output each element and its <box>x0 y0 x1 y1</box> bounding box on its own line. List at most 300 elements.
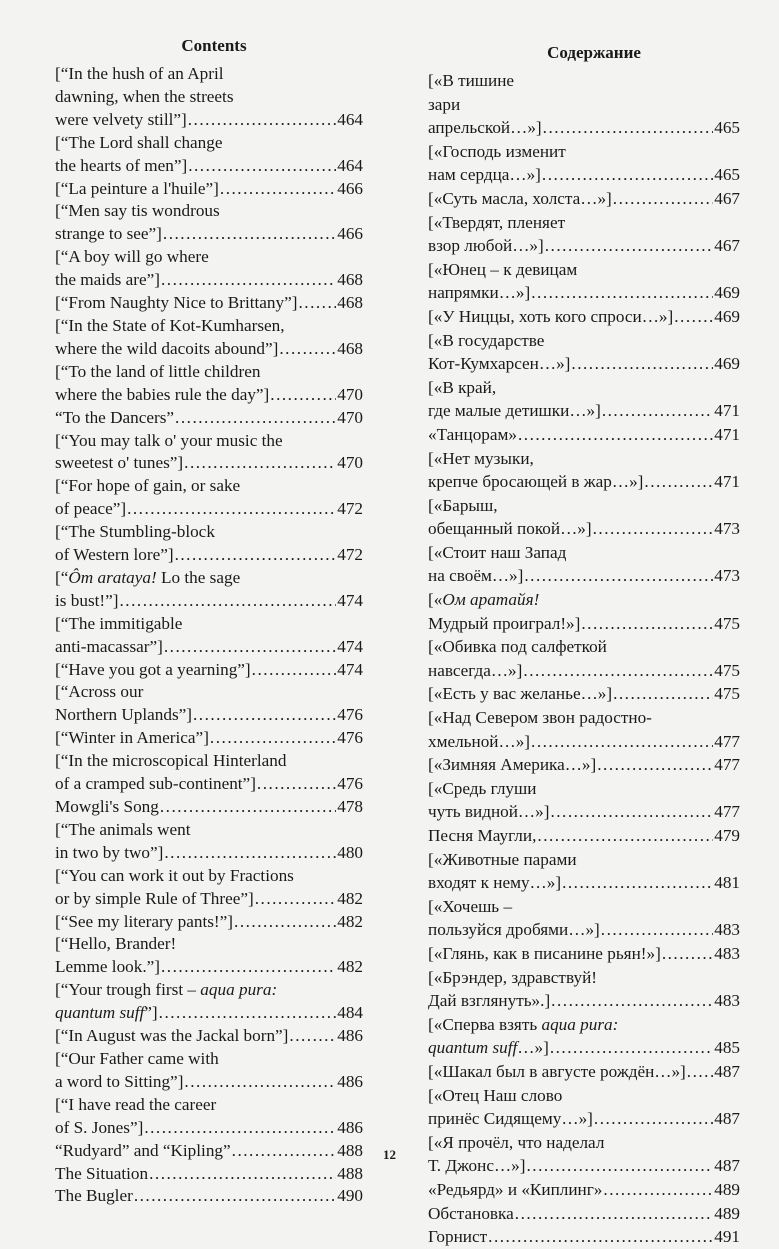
toc-entry-page-number: 473 <box>714 519 740 539</box>
toc-entry-last-line <box>55 956 363 979</box>
toc-entry-title-line: [“You may talk o' your music the <box>55 430 283 450</box>
dot-leader <box>164 842 336 865</box>
toc-entry-page-number: 466 <box>337 178 363 198</box>
dot-leader <box>602 399 713 423</box>
toc-entry-last-line <box>55 155 363 178</box>
toc-entry-page-number: 477 <box>714 802 740 822</box>
toc-entry-title: апрельской…»] <box>428 118 542 138</box>
toc-entry-last-line <box>55 773 363 796</box>
dot-leader <box>255 888 337 911</box>
toc-entry-last-line <box>428 612 740 636</box>
toc-entry-title: пользуйся дробями…»] <box>428 920 600 940</box>
toc-entry <box>55 819 363 865</box>
toc-entry <box>428 69 740 140</box>
toc-entry-title: or by simple Rule of Three”] <box>55 888 254 908</box>
toc-entry-last-line <box>55 1002 363 1025</box>
toc-entry-title: a word to Sitting”] <box>55 1071 184 1091</box>
show-through-text <box>368 60 423 82</box>
toc-entry-page-number: 464 <box>337 155 363 175</box>
toc-entry-title: sweetest o' tunes”] <box>55 453 184 473</box>
toc-entry <box>428 1060 740 1084</box>
toc-entry-title: [«У Ниццы, хоть кого спроси…»] <box>428 306 674 326</box>
toc-entry <box>428 777 740 824</box>
toc-entry <box>55 659 363 682</box>
toc-entry <box>428 329 740 376</box>
toc-entry-page-number: 470 <box>337 384 363 404</box>
toc-entry-last-line <box>428 234 740 258</box>
toc-entry <box>428 1225 740 1249</box>
toc-entry-title: is bust!”] <box>55 590 119 610</box>
toc-entry-last-line <box>428 730 740 754</box>
toc-entry-page-number: 477 <box>714 731 740 751</box>
toc-entry-title: where the wild dacoits abound”] <box>55 338 279 358</box>
toc-entry-title: Т. Джонс…»] <box>428 1156 526 1176</box>
dot-leader <box>234 911 336 934</box>
toc-entry-title: of peace”] <box>55 499 127 519</box>
toc-entry-page-number: 466 <box>337 224 363 244</box>
toc-entry-page-number: 475 <box>714 660 740 680</box>
toc-entry-title: anti-macassar”] <box>55 636 163 656</box>
toc-entry-last-line <box>428 989 740 1013</box>
dot-leader <box>184 452 336 475</box>
toc-entry-title-line: [«Господь изменит <box>428 141 566 161</box>
dot-leader <box>581 612 713 636</box>
dot-leader <box>644 470 713 494</box>
toc-entry-page-number: 465 <box>714 118 740 138</box>
toc-entry-last-line <box>55 1025 363 1048</box>
dot-leader <box>542 163 713 187</box>
toc-entry-title: Песня Маугли, <box>428 826 537 845</box>
toc-entry-title: Мудрый проиграл!»] <box>428 613 581 633</box>
toc-entry <box>428 753 740 777</box>
dot-leader <box>160 796 336 819</box>
toc-entry-last-line <box>428 1178 740 1202</box>
toc-entry-last-line <box>55 1071 363 1094</box>
toc-entry-page-number: 482 <box>337 957 363 977</box>
toc-entry-title: of a cramped sub-continent”] <box>55 774 256 794</box>
toc-entry-page-number: 476 <box>337 774 363 794</box>
toc-entry-title-line: [«В государстве <box>428 330 545 350</box>
toc-entry-page-number: 490 <box>337 1186 363 1206</box>
toc-entry-title: крепче бросающей в жар…»] <box>428 472 644 492</box>
toc-entry <box>55 979 363 1025</box>
toc-entry <box>55 750 363 796</box>
dot-leader <box>134 1185 336 1208</box>
toc-entry-title: [“La peinture a l'huile”] <box>55 178 219 198</box>
toc-entry <box>428 447 740 494</box>
toc-entry-title-line: [«Стоит наш Запад <box>428 542 567 562</box>
toc-entry-title: quantum suff”] <box>55 1003 158 1023</box>
toc-entry-title: Mowgli's Song <box>55 797 159 816</box>
toc-entry-title: “Rudyard” and “Kipling” <box>55 1140 231 1160</box>
dot-leader <box>120 590 337 613</box>
dot-leader <box>523 659 713 683</box>
toc-entry-last-line <box>428 1060 740 1084</box>
toc-entry-page-number: 471 <box>714 472 740 492</box>
toc-entry-page-number: 470 <box>337 453 363 473</box>
toc-entry-title: Northern Uplands”] <box>55 705 192 725</box>
toc-entry <box>55 521 363 567</box>
toc-entry-page-number: 484 <box>337 1003 363 1023</box>
toc-entry-last-line <box>428 1202 740 1226</box>
toc-entry-page-number: 469 <box>714 354 740 374</box>
toc-entry-page-number: 479 <box>714 826 740 845</box>
toc-entry-title: на своём…»] <box>428 566 524 586</box>
toc-entry-last-line <box>55 223 363 246</box>
toc-entry <box>428 1178 740 1202</box>
toc-entry <box>55 315 363 361</box>
toc-entry-title: Дай взглянуть».] <box>428 991 551 1011</box>
toc-entry-last-line <box>428 399 740 423</box>
dot-leader <box>518 423 713 447</box>
dot-leader <box>252 659 337 682</box>
toc-entry-page-number: 475 <box>714 613 740 633</box>
toc-entry-last-line <box>428 163 740 187</box>
dot-leader <box>210 727 336 750</box>
toc-entry-title: «Танцорам» <box>428 424 517 444</box>
toc-entry-title-line: [«Сперва взять aqua pura: <box>428 1014 619 1034</box>
toc-entry <box>428 682 740 706</box>
toc-entry-last-line <box>428 352 740 376</box>
dot-leader <box>687 1060 713 1084</box>
toc-entry-page-number: 474 <box>337 590 363 610</box>
toc-entry-page-number: 483 <box>714 920 740 940</box>
toc-entry-last-line <box>55 338 363 361</box>
toc-entry <box>428 187 740 211</box>
toc-entry-page-number: 474 <box>337 659 363 679</box>
toc-entry-title-line: [«Барыш, <box>428 495 498 515</box>
dot-leader <box>613 682 713 706</box>
toc-entry-title: [«Есть у вас желанье…»] <box>428 684 613 704</box>
dot-leader <box>571 352 713 376</box>
toc-entry-last-line <box>428 470 740 494</box>
toc-entry-title: обещанный покой…»] <box>428 519 592 539</box>
dot-leader <box>149 1163 336 1186</box>
toc-entry-last-line <box>55 292 363 315</box>
toc-entry-last-line <box>428 871 740 895</box>
dot-leader <box>257 773 336 796</box>
dot-leader <box>161 956 336 979</box>
toc-entry-title-line: [«В тишине <box>428 71 515 90</box>
toc-entry-page-number: 468 <box>337 270 363 290</box>
toc-entry <box>428 305 740 329</box>
toc-entry-last-line <box>428 942 740 966</box>
toc-entry-page-number: 465 <box>714 165 740 185</box>
toc-entry-title: [“From Naughty Nice to Brittany”] <box>55 293 298 313</box>
toc-entry-last-line <box>55 407 363 430</box>
toc-entry-title: The Situation <box>55 1163 149 1183</box>
toc-entry-page-number: 467 <box>714 236 740 256</box>
dot-leader <box>551 989 713 1013</box>
toc-entry-page-number: 488 <box>337 1163 363 1183</box>
toc-entry-last-line <box>55 109 363 132</box>
toc-entry-page-number: 486 <box>337 1071 363 1091</box>
toc-entry <box>55 361 363 407</box>
toc-entry <box>428 140 740 187</box>
dot-leader <box>161 269 336 292</box>
toc-entry-title: of S. Jones”] <box>55 1117 144 1137</box>
toc-entry-title-line: [“In the hush of an April <box>55 64 224 83</box>
dot-leader <box>289 1025 336 1048</box>
toc-entry <box>55 1048 363 1094</box>
toc-entry-title-line: [«Обивка под салфеткой <box>428 637 607 657</box>
toc-entry-title-line: [«Я прочёл, что наделал <box>428 1132 605 1152</box>
toc-entry <box>428 1013 740 1060</box>
toc-entry-last-line <box>55 659 363 682</box>
toc-entry-title-line: [“The Stumbling-block <box>55 522 215 542</box>
toc-entry-title: чуть видной…»] <box>428 802 550 822</box>
toc-entry-title: The Bugler <box>55 1186 133 1206</box>
toc-entry-page-number: 477 <box>714 755 740 775</box>
dot-leader <box>543 116 714 140</box>
toc-entry-title: where the babies rule the day”] <box>55 384 270 404</box>
toc-entry <box>428 848 740 895</box>
toc-entry-title-line: [“In the microscopical Hinterland <box>55 751 287 771</box>
dot-leader <box>593 517 714 541</box>
toc-entry-title: quantum suff…»] <box>428 1038 549 1058</box>
toc-entry <box>55 407 363 430</box>
dot-leader <box>550 1036 713 1060</box>
toc-entry-title-line: [“You can work it out by Fractions <box>55 865 294 885</box>
toc-entry-title: Кот-Кумхарсен…»] <box>428 354 571 374</box>
toc-entry <box>428 824 740 848</box>
toc-entry <box>55 132 363 178</box>
toc-entry <box>428 635 740 682</box>
contents-entry-list <box>55 63 363 1208</box>
toc-entry-last-line <box>55 911 363 934</box>
toc-entry-title-line: [“In the State of Kot-Kumharsen, <box>55 315 285 335</box>
toc-entry-page-number: 483 <box>714 991 740 1011</box>
toc-entry-title-line: [“For hope of gain, or sake <box>55 476 241 496</box>
toc-entry-title-line: [“To the land of little children <box>55 361 261 381</box>
toc-entry-page-number: 491 <box>714 1227 740 1247</box>
toc-entry-page-number: 469 <box>714 306 740 326</box>
dot-leader <box>220 178 336 201</box>
toc-entry-title: взор любой…»] <box>428 236 544 256</box>
dot-leader <box>674 305 713 329</box>
dot-leader <box>613 187 713 211</box>
contents-heading-russian: Содержание <box>547 43 641 62</box>
toc-entry-page-number: 488 <box>337 1140 363 1160</box>
toc-entry-page-number: 467 <box>714 188 740 208</box>
toc-entry-title-line: [“The Lord shall change <box>55 132 223 152</box>
toc-entry <box>428 942 740 966</box>
toc-entry-title: [“Winter in America”] <box>55 728 209 748</box>
toc-entry-title: напрямки…»] <box>428 283 531 303</box>
toc-entry-last-line <box>55 269 363 292</box>
dot-leader <box>594 1107 713 1131</box>
toc-entry-page-number: 472 <box>337 545 363 565</box>
toc-entry-title-line: [“Across our <box>55 682 144 702</box>
dot-leader <box>562 871 713 895</box>
toc-entry-title: the maids are”] <box>55 270 160 290</box>
toc-entry <box>55 911 363 934</box>
toc-entry-last-line <box>55 1185 363 1208</box>
toc-entry <box>55 1185 363 1208</box>
dot-leader <box>662 942 713 966</box>
toc-entry-last-line <box>428 682 740 706</box>
toc-entry-last-line <box>55 1117 363 1140</box>
toc-entry-last-line <box>428 281 740 305</box>
toc-entry-last-line <box>428 517 740 541</box>
toc-entry-title: Обстановка <box>428 1203 514 1223</box>
page-number: 12 <box>383 1147 396 1162</box>
dot-leader <box>127 498 336 521</box>
toc-entry <box>55 246 363 292</box>
toc-entry-title: [“Have you got a yearning”] <box>55 659 251 679</box>
toc-entry-page-number: 464 <box>337 109 363 129</box>
toc-entry-last-line <box>428 753 740 777</box>
toc-entry-title-line: [«В край, <box>428 377 497 397</box>
show-through-text <box>748 60 779 82</box>
contents-entry-list-russian <box>428 69 740 1249</box>
toc-entry-page-number: 468 <box>337 338 363 358</box>
toc-entry-last-line <box>428 800 740 824</box>
toc-entry-title-line: [“The animals went <box>55 819 191 839</box>
toc-entry-title: нам сердца…»] <box>428 165 541 185</box>
toc-entry-title: хмельной…»] <box>428 731 531 751</box>
toc-entry-last-line <box>55 636 363 659</box>
toc-entry-last-line <box>428 824 740 848</box>
dot-leader <box>531 281 713 305</box>
toc-entry <box>55 430 363 476</box>
toc-entry-page-number: 487 <box>714 1109 740 1129</box>
toc-entry-title: of Western lore”] <box>55 545 174 565</box>
dot-leader <box>537 824 713 848</box>
toc-entry-page-number: 473 <box>714 566 740 586</box>
toc-entry-last-line <box>55 452 363 475</box>
dot-leader <box>144 1117 336 1140</box>
toc-entry-page-number: 486 <box>337 1026 363 1046</box>
toc-entry-page-number: 480 <box>337 842 363 862</box>
toc-entry <box>428 494 740 541</box>
toc-entry-last-line <box>55 590 363 613</box>
toc-entry <box>55 200 363 246</box>
toc-entry-last-line <box>428 918 740 942</box>
toc-entry-title: in two by two”] <box>55 842 164 862</box>
toc-entry <box>55 178 363 201</box>
dot-leader <box>188 155 336 178</box>
toc-entry-last-line <box>55 704 363 727</box>
toc-entry-title: навсегда…»] <box>428 660 523 680</box>
toc-entry <box>428 588 740 635</box>
contents-heading: Contents <box>181 36 247 55</box>
toc-entry-page-number: 481 <box>714 873 740 893</box>
toc-entry-last-line <box>428 1036 740 1060</box>
toc-entry-title-line: [“A boy will go where <box>55 247 209 267</box>
toc-entry-last-line <box>55 384 363 407</box>
toc-entry <box>55 613 363 659</box>
toc-entry-title-line: [“Ôm arataya! Lo the sage <box>55 567 241 587</box>
toc-entry-title-line: [“Hello, Brander! <box>55 934 177 954</box>
toc-entry-title-line: [“Men say tis wondrous <box>55 201 220 221</box>
toc-entry-title: входят к нему…»] <box>428 873 562 893</box>
toc-entry-last-line <box>55 178 363 201</box>
toc-entry <box>428 1084 740 1131</box>
toc-entry <box>428 423 740 447</box>
toc-entry <box>428 966 740 1013</box>
toc-entry-page-number: 485 <box>714 1038 740 1058</box>
toc-entry <box>428 1202 740 1226</box>
toc-entry <box>55 475 363 521</box>
toc-entry-page-number: 487 <box>714 1061 740 1081</box>
dot-leader <box>550 800 713 824</box>
toc-entry-page-number: 475 <box>714 684 740 704</box>
dot-leader <box>270 384 336 407</box>
toc-entry-title-line: [«Юнец – к девицам <box>428 259 578 279</box>
toc-entry <box>428 541 740 588</box>
toc-entry-title-line: [«Отец Наш слово <box>428 1085 563 1105</box>
toc-entry-last-line <box>428 423 740 447</box>
toc-entry-last-line <box>428 187 740 211</box>
toc-entry-title-line: dawning, when the streets <box>55 86 234 106</box>
toc-entry <box>428 258 740 305</box>
dot-leader <box>163 223 336 246</box>
toc-entry-page-number: 471 <box>714 401 740 421</box>
dot-leader <box>279 338 336 361</box>
toc-entry-title-line: зари <box>428 94 461 114</box>
toc-entry <box>55 681 363 727</box>
toc-entry-title-line: [«Твердят, пленяет <box>428 212 566 232</box>
dot-leader <box>175 407 336 430</box>
toc-entry-title: strange to see”] <box>55 224 162 244</box>
toc-entry-last-line <box>428 1107 740 1131</box>
dot-leader <box>545 234 713 258</box>
dot-leader <box>184 1071 336 1094</box>
toc-entry <box>428 211 740 258</box>
toc-entry-title-line: [«Хочешь – <box>428 896 513 916</box>
toc-entry-page-number: 476 <box>337 728 363 748</box>
toc-entry-title: [“In August was the Jackal born”] <box>55 1026 289 1046</box>
dot-leader <box>298 292 336 315</box>
toc-entry-page-number: 482 <box>337 888 363 908</box>
toc-entry-title-line: [“I have read the career <box>55 1094 217 1114</box>
toc-entry-last-line <box>55 842 363 865</box>
toc-entry-page-number: 471 <box>714 424 740 444</box>
toc-entry-page-number: 486 <box>337 1117 363 1137</box>
toc-entry <box>428 376 740 423</box>
toc-entry <box>55 1094 363 1140</box>
toc-entry <box>55 933 363 979</box>
dot-leader <box>524 564 713 588</box>
toc-entry-last-line <box>55 1163 363 1186</box>
toc-entry-title: [“See my literary pants!”] <box>55 911 234 931</box>
toc-entry-title: the hearts of men”] <box>55 155 188 175</box>
dot-leader <box>488 1225 713 1249</box>
toc-entry-last-line <box>55 498 363 521</box>
dot-leader <box>531 730 713 754</box>
toc-entry-title: принёс Сидящему…»] <box>428 1109 593 1129</box>
dot-leader <box>164 636 336 659</box>
toc-entry-title: Горнист <box>428 1227 488 1247</box>
toc-entry-page-number: 478 <box>337 797 363 816</box>
toc-entry-page-number: 487 <box>714 1156 740 1176</box>
toc-entry-last-line <box>55 544 363 567</box>
toc-entry-title: [«Зимняя Америка…»] <box>428 755 597 775</box>
toc-entry <box>55 727 363 750</box>
toc-entry-title-line: [“The immitigable <box>55 613 183 633</box>
toc-entry-title-line: [«Животные парами <box>428 849 577 869</box>
dot-leader <box>188 109 337 132</box>
toc-entry-page-number: 474 <box>337 636 363 656</box>
toc-entry <box>55 63 363 132</box>
toc-entry-title-line: [“Our Father came with <box>55 1048 219 1068</box>
dot-leader <box>175 544 337 567</box>
toc-entry-title: were velvety still”] <box>55 109 187 129</box>
toc-entry-page-number: 468 <box>337 293 363 313</box>
toc-entry-last-line <box>55 888 363 911</box>
toc-entry-title-line: [“Your trough first – aqua pura: <box>55 980 278 1000</box>
